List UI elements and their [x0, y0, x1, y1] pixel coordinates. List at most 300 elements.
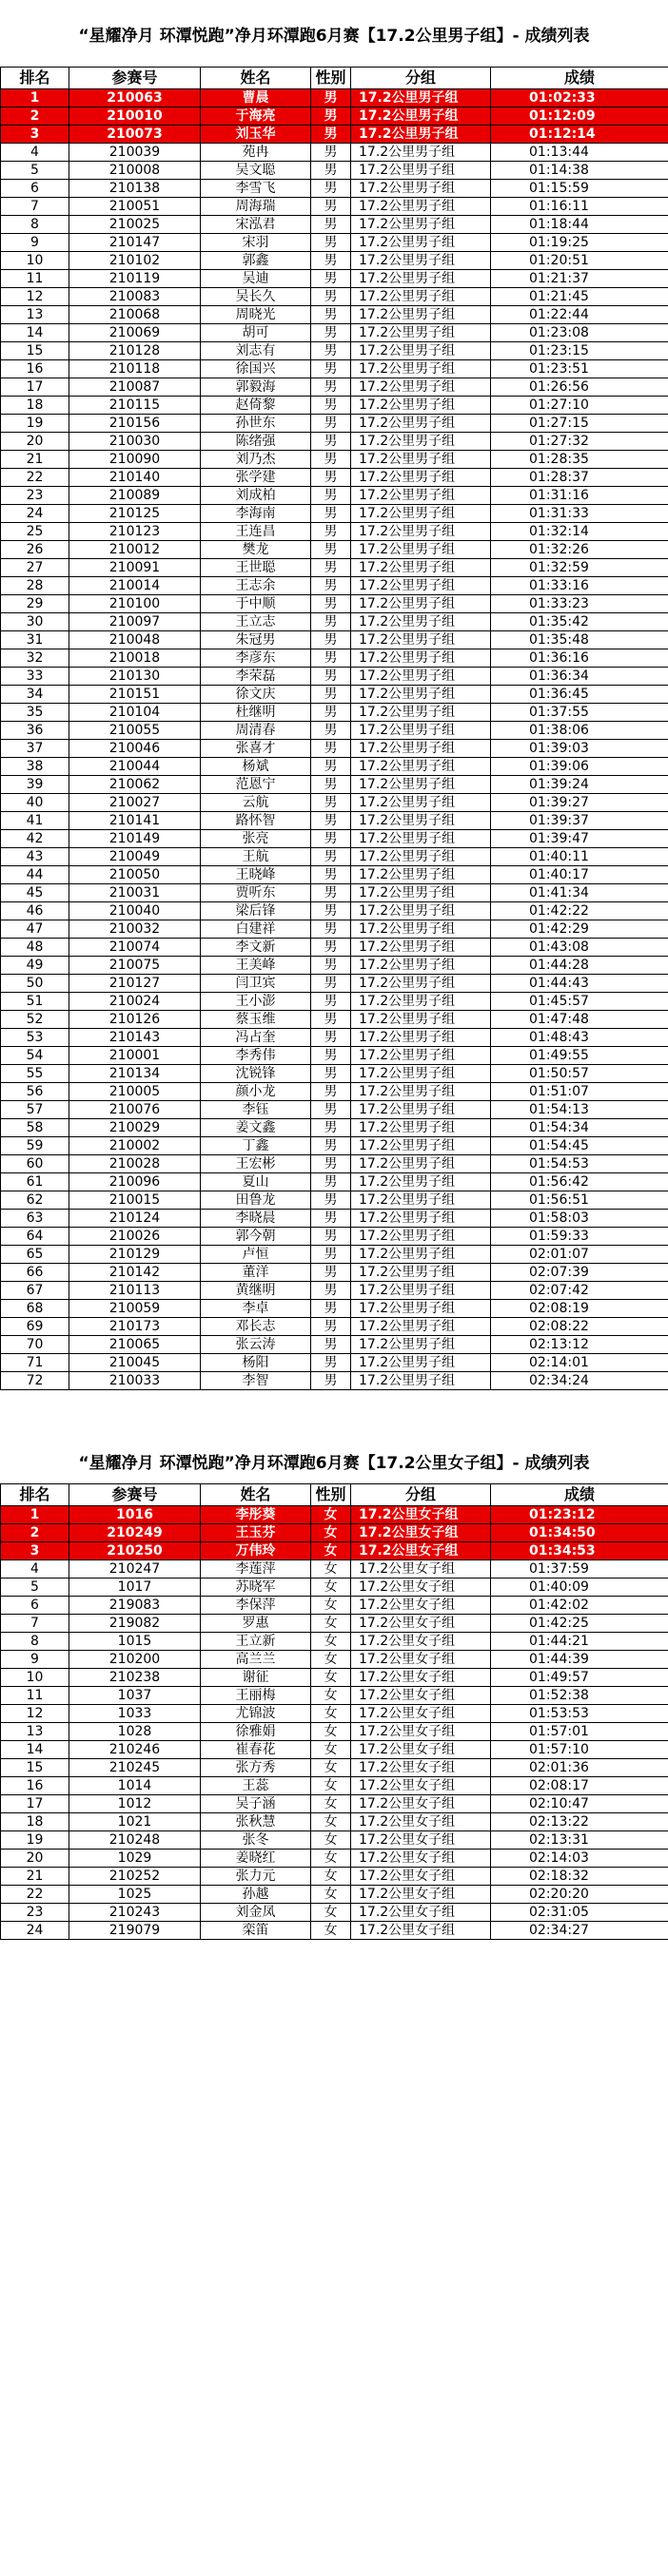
- bib-cell: 210076: [69, 1101, 201, 1119]
- name-cell: 吴子涵: [201, 1795, 311, 1813]
- rank-cell: 72: [1, 1372, 69, 1390]
- gender-cell: 男: [311, 252, 351, 270]
- header-bib: 参赛号: [69, 1484, 201, 1506]
- time-cell: 01:51:07: [491, 1083, 668, 1101]
- gender-cell: 男: [311, 957, 351, 975]
- name-cell: 王航: [201, 848, 311, 866]
- rank-cell: 3: [1, 126, 69, 144]
- group-cell: 17.2公里女子组: [351, 1524, 491, 1542]
- group-cell: 17.2公里男子组: [351, 939, 491, 957]
- name-cell: 徐雅娟: [201, 1723, 311, 1741]
- name-cell: 李晓晨: [201, 1210, 311, 1228]
- time-cell: 01:56:51: [491, 1191, 668, 1210]
- group-cell: 17.2公里女子组: [351, 1741, 491, 1759]
- rank-cell: 18: [1, 1813, 69, 1831]
- bib-cell: 210252: [69, 1868, 201, 1886]
- gender-cell: 男: [311, 595, 351, 613]
- rank-cell: 29: [1, 595, 69, 613]
- time-cell: 02:14:01: [491, 1354, 668, 1372]
- name-cell: 张秋慧: [201, 1813, 311, 1831]
- header-time: 成绩: [491, 1484, 668, 1506]
- rank-cell: 9: [1, 1651, 69, 1669]
- bib-cell: 210100: [69, 595, 201, 613]
- bib-cell: 210151: [69, 686, 201, 704]
- gender-cell: 男: [311, 306, 351, 324]
- time-cell: 01:33:16: [491, 577, 668, 595]
- rank-cell: 61: [1, 1173, 69, 1191]
- table-row: [1, 378, 668, 397]
- rank-cell: 54: [1, 1047, 69, 1065]
- table-row: [1, 198, 668, 216]
- table-row: [1, 884, 668, 902]
- rank-cell: 31: [1, 631, 69, 649]
- time-cell: 01:44:43: [491, 975, 668, 993]
- gender-cell: 男: [311, 270, 351, 288]
- name-cell: 朱冠男: [201, 631, 311, 649]
- table-row: [1, 252, 668, 270]
- bib-cell: 219083: [69, 1597, 201, 1615]
- time-cell: 01:15:59: [491, 180, 668, 198]
- gender-cell: 男: [311, 1318, 351, 1336]
- bib-cell: 1025: [69, 1886, 201, 1904]
- name-cell: 李文新: [201, 939, 311, 957]
- group-cell: 17.2公里男子组: [351, 812, 491, 830]
- time-cell: 02:08:22: [491, 1318, 668, 1336]
- gender-cell: 男: [311, 487, 351, 505]
- header-group: 分组: [351, 68, 491, 89]
- name-cell: 张喜才: [201, 740, 311, 758]
- name-cell: 李卓: [201, 1300, 311, 1318]
- table-row: [1, 1687, 668, 1705]
- bib-cell: 210096: [69, 1173, 201, 1191]
- gender-cell: 男: [311, 613, 351, 631]
- gender-cell: 女: [311, 1759, 351, 1777]
- rank-cell: 17: [1, 1795, 69, 1813]
- group-cell: 17.2公里女子组: [351, 1831, 491, 1850]
- name-cell: 曹晨: [201, 89, 311, 107]
- table-row: [1, 541, 668, 559]
- bib-cell: 210089: [69, 487, 201, 505]
- time-cell: 01:22:44: [491, 306, 668, 324]
- men-results-table: [0, 67, 668, 1390]
- name-cell: 吴迪: [201, 270, 311, 288]
- table-row: [1, 324, 668, 342]
- name-cell: 吴文聪: [201, 162, 311, 180]
- bib-cell: 210129: [69, 1246, 201, 1264]
- time-cell: 02:10:47: [491, 1795, 668, 1813]
- rank-cell: 2: [1, 1524, 69, 1542]
- gender-cell: 女: [311, 1633, 351, 1651]
- group-cell: 17.2公里男子组: [351, 469, 491, 487]
- time-cell: 02:34:24: [491, 1372, 668, 1390]
- name-cell: 梁后锋: [201, 902, 311, 920]
- name-cell: 张学建: [201, 469, 311, 487]
- rank-cell: 6: [1, 180, 69, 198]
- name-cell: 郭毅海: [201, 378, 311, 397]
- rank-cell: 44: [1, 866, 69, 884]
- time-cell: 01:53:53: [491, 1705, 668, 1723]
- table-row: [1, 89, 668, 107]
- gender-cell: 女: [311, 1831, 351, 1850]
- bib-cell: 210250: [69, 1542, 201, 1560]
- gender-cell: 男: [311, 975, 351, 993]
- time-cell: 01:28:37: [491, 469, 668, 487]
- bib-cell: 210118: [69, 360, 201, 378]
- name-cell: 王立志: [201, 613, 311, 631]
- gender-cell: 男: [311, 993, 351, 1011]
- bib-cell: 210005: [69, 1083, 201, 1101]
- rank-cell: 16: [1, 360, 69, 378]
- table-row: [1, 704, 668, 722]
- bib-cell: 210012: [69, 541, 201, 559]
- group-cell: 17.2公里男子组: [351, 541, 491, 559]
- name-cell: 宋泓君: [201, 216, 311, 234]
- gender-cell: 男: [311, 1029, 351, 1047]
- gender-cell: 男: [311, 216, 351, 234]
- group-cell: 17.2公里女子组: [351, 1651, 491, 1669]
- name-cell: 王连昌: [201, 523, 311, 541]
- time-cell: 01:40:09: [491, 1579, 668, 1597]
- rank-cell: 20: [1, 1850, 69, 1868]
- name-cell: 张方秀: [201, 1759, 311, 1777]
- name-cell: 崔春花: [201, 1741, 311, 1759]
- table-row: [1, 848, 668, 866]
- name-cell: 王世聪: [201, 559, 311, 577]
- group-cell: 17.2公里男子组: [351, 126, 491, 144]
- group-cell: 17.2公里男子组: [351, 722, 491, 740]
- time-cell: 01:39:37: [491, 812, 668, 830]
- rank-cell: 10: [1, 252, 69, 270]
- group-cell: 17.2公里男子组: [351, 144, 491, 162]
- rank-cell: 46: [1, 902, 69, 920]
- name-cell: 杜继明: [201, 704, 311, 722]
- name-cell: 刘乃杰: [201, 451, 311, 469]
- name-cell: 李彦东: [201, 649, 311, 668]
- bib-cell: 210074: [69, 939, 201, 957]
- gender-cell: 男: [311, 505, 351, 523]
- time-cell: 01:38:06: [491, 722, 668, 740]
- bib-cell: 210246: [69, 1741, 201, 1759]
- gender-cell: 男: [311, 1300, 351, 1318]
- table-row: [1, 1669, 668, 1687]
- time-cell: 01:12:09: [491, 107, 668, 126]
- table-row: [1, 487, 668, 505]
- bib-cell: 210048: [69, 631, 201, 649]
- bib-cell: 1033: [69, 1705, 201, 1723]
- header-rank: 排名: [1, 68, 69, 89]
- name-cell: 王蕊: [201, 1777, 311, 1795]
- bib-cell: 210247: [69, 1560, 201, 1579]
- group-cell: 17.2公里男子组: [351, 1155, 491, 1173]
- group-cell: 17.2公里女子组: [351, 1922, 491, 1940]
- group-cell: 17.2公里女子组: [351, 1723, 491, 1741]
- rank-cell: 8: [1, 216, 69, 234]
- bib-cell: 210068: [69, 306, 201, 324]
- name-cell: 姜晓红: [201, 1850, 311, 1868]
- group-cell: 17.2公里男子组: [351, 306, 491, 324]
- rank-cell: 58: [1, 1119, 69, 1137]
- time-cell: 01:58:03: [491, 1210, 668, 1228]
- time-cell: 01:02:33: [491, 89, 668, 107]
- table-row: [1, 957, 668, 975]
- rank-cell: 19: [1, 415, 69, 433]
- group-cell: 17.2公里男子组: [351, 1101, 491, 1119]
- gender-cell: 女: [311, 1705, 351, 1723]
- rank-cell: 12: [1, 288, 69, 306]
- bib-cell: 210128: [69, 342, 201, 360]
- group-cell: 17.2公里男子组: [351, 89, 491, 107]
- group-cell: 17.2公里男子组: [351, 162, 491, 180]
- men-results-title: “星耀净月 环潭悦跑”净月环潭跑6月赛【17.2公里男子组】- 成绩列表: [78, 26, 590, 46]
- name-cell: 王立新: [201, 1633, 311, 1651]
- name-cell: 刘金凤: [201, 1904, 311, 1922]
- gender-cell: 男: [311, 1155, 351, 1173]
- bib-cell: 210010: [69, 107, 201, 126]
- group-cell: 17.2公里男子组: [351, 1210, 491, 1228]
- time-cell: 02:31:05: [491, 1904, 668, 1922]
- group-cell: 17.2公里男子组: [351, 180, 491, 198]
- time-cell: 01:23:51: [491, 360, 668, 378]
- group-cell: 17.2公里男子组: [351, 1137, 491, 1155]
- gender-cell: 男: [311, 794, 351, 812]
- name-cell: 罗惠: [201, 1615, 311, 1633]
- time-cell: 01:39:06: [491, 758, 668, 776]
- name-cell: 刘玉华: [201, 126, 311, 144]
- women-table-header-row: [1, 1484, 668, 1506]
- rank-cell: 26: [1, 541, 69, 559]
- rank-cell: 24: [1, 1922, 69, 1940]
- gender-cell: 男: [311, 1264, 351, 1282]
- table-row: [1, 866, 668, 884]
- bib-cell: 1017: [69, 1579, 201, 1597]
- bib-cell: 210142: [69, 1264, 201, 1282]
- gender-cell: 女: [311, 1904, 351, 1922]
- rank-cell: 30: [1, 613, 69, 631]
- bib-cell: 1028: [69, 1723, 201, 1741]
- name-cell: 卢恒: [201, 1246, 311, 1264]
- time-cell: 01:42:02: [491, 1597, 668, 1615]
- time-cell: 01:40:11: [491, 848, 668, 866]
- bib-cell: 210113: [69, 1282, 201, 1300]
- bib-cell: 1015: [69, 1633, 201, 1651]
- group-cell: 17.2公里女子组: [351, 1850, 491, 1868]
- time-cell: 01:35:42: [491, 613, 668, 631]
- rank-cell: 34: [1, 686, 69, 704]
- rank-cell: 1: [1, 89, 69, 107]
- rank-cell: 3: [1, 1542, 69, 1560]
- time-cell: 01:52:38: [491, 1687, 668, 1705]
- group-cell: 17.2公里男子组: [351, 487, 491, 505]
- table-row: [1, 1813, 668, 1831]
- table-row: [1, 1723, 668, 1741]
- group-cell: 17.2公里男子组: [351, 559, 491, 577]
- gender-cell: 男: [311, 758, 351, 776]
- group-cell: 17.2公里男子组: [351, 848, 491, 866]
- rank-cell: 16: [1, 1777, 69, 1795]
- table-row: [1, 1795, 668, 1813]
- bib-cell: 210029: [69, 1119, 201, 1137]
- gender-cell: 男: [311, 126, 351, 144]
- table-row: [1, 1191, 668, 1210]
- gender-cell: 男: [311, 1372, 351, 1390]
- time-cell: 02:07:42: [491, 1282, 668, 1300]
- rank-cell: 35: [1, 704, 69, 722]
- time-cell: 01:32:59: [491, 559, 668, 577]
- group-cell: 17.2公里男子组: [351, 252, 491, 270]
- bib-cell: 210065: [69, 1336, 201, 1354]
- women-results-section: [0, 1438, 668, 1940]
- gender-cell: 男: [311, 1173, 351, 1191]
- group-cell: 17.2公里男子组: [351, 1083, 491, 1101]
- bib-cell: 210075: [69, 957, 201, 975]
- bib-cell: 210083: [69, 288, 201, 306]
- name-cell: 于海亮: [201, 107, 311, 126]
- rank-cell: 39: [1, 776, 69, 794]
- table-row: [1, 469, 668, 487]
- time-cell: 02:08:19: [491, 1300, 668, 1318]
- time-cell: 02:14:03: [491, 1850, 668, 1868]
- rank-cell: 62: [1, 1191, 69, 1210]
- table-row: [1, 1651, 668, 1669]
- rank-cell: 71: [1, 1354, 69, 1372]
- rank-cell: 51: [1, 993, 69, 1011]
- gender-cell: 男: [311, 848, 351, 866]
- time-cell: 01:47:48: [491, 1011, 668, 1029]
- bib-cell: 210173: [69, 1318, 201, 1336]
- name-cell: 姜文鑫: [201, 1119, 311, 1137]
- table-row: [1, 722, 668, 740]
- rank-cell: 69: [1, 1318, 69, 1336]
- bib-cell: 1029: [69, 1850, 201, 1868]
- gender-cell: 男: [311, 378, 351, 397]
- table-row: [1, 740, 668, 758]
- group-cell: 17.2公里男子组: [351, 397, 491, 415]
- rank-cell: 40: [1, 794, 69, 812]
- rank-cell: 47: [1, 920, 69, 939]
- gender-cell: 女: [311, 1687, 351, 1705]
- gender-cell: 女: [311, 1506, 351, 1524]
- time-cell: 01:57:01: [491, 1723, 668, 1741]
- time-cell: 01:44:39: [491, 1651, 668, 1669]
- name-cell: 张冬: [201, 1831, 311, 1850]
- rank-cell: 55: [1, 1065, 69, 1083]
- bib-cell: 210046: [69, 740, 201, 758]
- group-cell: 17.2公里女子组: [351, 1633, 491, 1651]
- bib-cell: 210073: [69, 126, 201, 144]
- name-cell: 王小澎: [201, 993, 311, 1011]
- table-row: [1, 306, 668, 324]
- group-cell: 17.2公里男子组: [351, 993, 491, 1011]
- gender-cell: 男: [311, 397, 351, 415]
- table-row: [1, 1705, 668, 1723]
- rank-cell: 67: [1, 1282, 69, 1300]
- rank-cell: 60: [1, 1155, 69, 1173]
- rank-cell: 57: [1, 1101, 69, 1119]
- group-cell: 17.2公里男子组: [351, 866, 491, 884]
- time-cell: 01:42:25: [491, 1615, 668, 1633]
- name-cell: 路怀智: [201, 812, 311, 830]
- bib-cell: 210245: [69, 1759, 201, 1777]
- gender-cell: 男: [311, 1246, 351, 1264]
- gender-cell: 男: [311, 704, 351, 722]
- gender-cell: 男: [311, 324, 351, 342]
- group-cell: 17.2公里女子组: [351, 1506, 491, 1524]
- gender-cell: 男: [311, 884, 351, 902]
- group-cell: 17.2公里男子组: [351, 451, 491, 469]
- rank-cell: 41: [1, 812, 69, 830]
- group-cell: 17.2公里男子组: [351, 288, 491, 306]
- rank-cell: 27: [1, 559, 69, 577]
- table-row: [1, 1524, 668, 1542]
- bib-cell: 210055: [69, 722, 201, 740]
- time-cell: 01:41:34: [491, 884, 668, 902]
- table-row: [1, 1759, 668, 1777]
- rank-cell: 6: [1, 1597, 69, 1615]
- bib-cell: 210032: [69, 920, 201, 939]
- group-cell: 17.2公里男子组: [351, 577, 491, 595]
- rank-cell: 36: [1, 722, 69, 740]
- rank-cell: 23: [1, 1904, 69, 1922]
- name-cell: 田鲁龙: [201, 1191, 311, 1210]
- group-cell: 17.2公里男子组: [351, 902, 491, 920]
- table-row: [1, 107, 668, 126]
- group-cell: 17.2公里男子组: [351, 1336, 491, 1354]
- group-cell: 17.2公里女子组: [351, 1597, 491, 1615]
- group-cell: 17.2公里女子组: [351, 1868, 491, 1886]
- bib-cell: 210127: [69, 975, 201, 993]
- name-cell: 吴长久: [201, 288, 311, 306]
- rank-cell: 66: [1, 1264, 69, 1282]
- men-table-header-row: [1, 68, 668, 89]
- time-cell: 01:36:45: [491, 686, 668, 704]
- name-cell: 刘志有: [201, 342, 311, 360]
- bib-cell: 1014: [69, 1777, 201, 1795]
- table-row: [1, 758, 668, 776]
- name-cell: 王志余: [201, 577, 311, 595]
- table-row: [1, 1282, 668, 1300]
- name-cell: 张亮: [201, 830, 311, 848]
- group-cell: 17.2公里男子组: [351, 740, 491, 758]
- group-cell: 17.2公里男子组: [351, 216, 491, 234]
- table-row: [1, 975, 668, 993]
- table-row: [1, 1065, 668, 1083]
- gender-cell: 女: [311, 1651, 351, 1669]
- name-cell: 郭今朝: [201, 1228, 311, 1246]
- table-row: [1, 1597, 668, 1615]
- time-cell: 01:12:14: [491, 126, 668, 144]
- gender-cell: 男: [311, 1336, 351, 1354]
- bib-cell: 1021: [69, 1813, 201, 1831]
- name-cell: 孙越: [201, 1886, 311, 1904]
- rank-cell: 68: [1, 1300, 69, 1318]
- group-cell: 17.2公里女子组: [351, 1579, 491, 1597]
- table-row: [1, 1831, 668, 1850]
- table-row: [1, 180, 668, 198]
- bib-cell: 210090: [69, 451, 201, 469]
- name-cell: 邓长志: [201, 1318, 311, 1336]
- name-cell: 杨斌: [201, 758, 311, 776]
- table-row: [1, 1506, 668, 1524]
- gender-cell: 男: [311, 1011, 351, 1029]
- name-cell: 颜小龙: [201, 1083, 311, 1101]
- time-cell: 01:42:29: [491, 920, 668, 939]
- group-cell: 17.2公里女子组: [351, 1615, 491, 1633]
- table-row: [1, 1264, 668, 1282]
- time-cell: 01:33:23: [491, 595, 668, 613]
- table-row: [1, 270, 668, 288]
- name-cell: 周晓光: [201, 306, 311, 324]
- bib-cell: 210044: [69, 758, 201, 776]
